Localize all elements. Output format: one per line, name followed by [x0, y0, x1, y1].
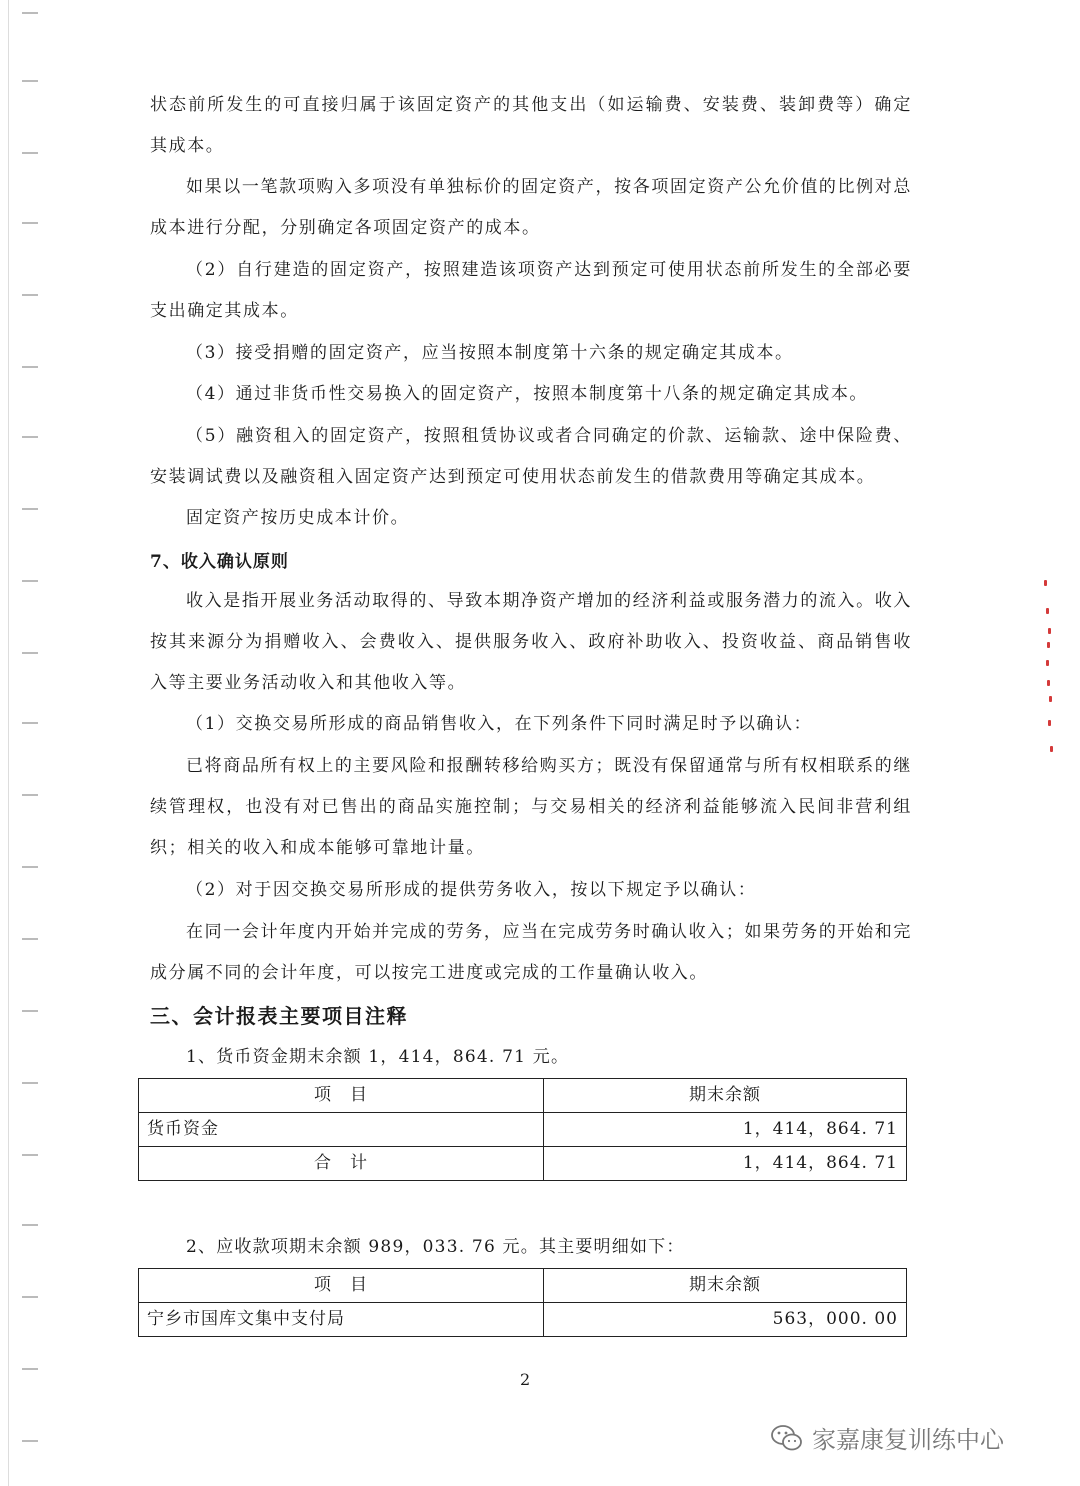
paragraph-donated-assets: （3）接受捐赠的固定资产，应当按照本制度第十六条的规定确定其成本。 — [186, 343, 794, 363]
cash-table — [138, 1078, 907, 1181]
margin-tick — [22, 1440, 38, 1442]
total-value: 1，414，864. 71 — [544, 1147, 907, 1181]
margin-tick — [22, 152, 38, 154]
heading-revenue-recognition: 7、收入确认原则 — [150, 552, 289, 572]
table-header-row — [139, 1269, 907, 1303]
margin-tick — [22, 436, 38, 438]
margin-tick — [22, 722, 38, 724]
watermark-text: 家嘉康复训练中心 — [812, 1426, 1004, 1454]
margin-tick — [22, 80, 38, 82]
margin-tick — [22, 508, 38, 510]
wechat-icon — [770, 1423, 804, 1453]
row-label: 宁乡市国库文集中支付局 — [139, 1303, 544, 1337]
paragraph-goods-conditions: 已将商品所有权上的主要风险和报酬转移给购买方；既没有保留通常与所有权相联系的继续管理权，也没有对已售出的商品实施控制；与交易相关的经济利益能够流入民间非营利组织；相关的收入和成本能够可靠地计量。 — [150, 756, 912, 858]
stamp-mark — [1047, 642, 1050, 648]
scan-edge-line — [8, 0, 9, 1486]
total-label: 合 计 — [139, 1147, 544, 1181]
table-total-row — [139, 1147, 907, 1181]
stamp-mark — [1048, 628, 1051, 634]
binding-margin-ticks — [22, 0, 42, 1486]
paragraph-service-conditions: 在同一会计年度内开始并完成的劳务，应当在完成劳务时确认收入；如果劳务的开始和完成分属不同的会计年度，可以按完工进度或完成的工作量确认收入。 — [150, 922, 912, 983]
stamp-mark — [1047, 680, 1050, 686]
table-header-row — [139, 1079, 907, 1113]
margin-tick — [22, 652, 38, 654]
header-item: 项 目 — [139, 1269, 544, 1303]
row-value: 563，000. 00 — [544, 1303, 907, 1337]
receivables-note: 2、应收款项期末余额 989，033. 76 元。其主要明细如下： — [186, 1237, 685, 1257]
paragraph-finance-lease: （5）融资租入的固定资产，按照租赁协议或者合同确定的价款、运输款、途中保险费、安装调试费以及融资租入固定资产达到预定可使用状态前发生的借款费用等确定其成本。 — [150, 426, 912, 487]
margin-tick — [22, 1082, 38, 1084]
header-ending-balance: 期末余额 — [544, 1269, 907, 1303]
margin-tick — [22, 222, 38, 224]
margin-tick — [22, 866, 38, 868]
stamp-mark — [1048, 720, 1051, 726]
header-item: 项 目 — [139, 1079, 544, 1113]
margin-tick — [22, 938, 38, 940]
paragraph-revenue-definition: 收入是指开展业务活动取得的、导致本期净资产增加的经济利益或服务潜力的流入。收入按其来源分为捐赠收入、会费收入、提供服务收入、政府补助收入、投资收益、商品销售收入等主要业务活动收入和其他收入等。 — [150, 591, 912, 693]
paragraph-goods-sales: （1）交换交易所形成的商品销售收入，在下列条件下同时满足时予以确认： — [186, 714, 813, 734]
row-label: 货币资金 — [139, 1113, 544, 1147]
paragraph-historical-cost: 固定资产按历史成本计价。 — [186, 508, 410, 528]
paragraph-non-monetary-exchange: （4）通过非货币性交易换入的固定资产，按照本制度第十八条的规定确定其成本。 — [186, 384, 869, 404]
heading-section-three: 三、会计报表主要项目注释 — [150, 1004, 408, 1028]
stamp-mark — [1049, 696, 1052, 702]
margin-tick — [22, 294, 38, 296]
margin-tick — [22, 794, 38, 796]
paragraph-self-built-assets: （2）自行建造的固定资产，按照建造该项资产达到预定可使用状态前所发生的全部必要支出确定其成本。 — [150, 260, 912, 321]
receivables-table — [138, 1268, 907, 1337]
cash-balance-note: 1、货币资金期末余额 1，414，864. 71 元。 — [186, 1047, 570, 1067]
margin-tick — [22, 1368, 38, 1370]
paragraph-fixed-asset-cost: 状态前所发生的可直接归属于该固定资产的其他支出（如运输费、安装费、装卸费等）确定其成本。 — [150, 95, 912, 156]
stamp-mark — [1046, 608, 1049, 614]
paragraph-lump-sum-purchase: 如果以一笔款项购入多项没有单独标价的固定资产，按各项固定资产公允价值的比例对总成本进行分配，分别确定各项固定资产的成本。 — [150, 177, 912, 238]
margin-tick — [22, 366, 38, 368]
page-number: 2 — [520, 1370, 531, 1389]
table-row — [139, 1113, 907, 1147]
stamp-mark — [1050, 746, 1053, 752]
stamp-mark — [1046, 660, 1049, 666]
wechat-watermark — [770, 1420, 1004, 1455]
stamp-mark — [1044, 580, 1047, 586]
margin-tick — [22, 1010, 38, 1012]
red-stamp-edge — [1040, 580, 1060, 760]
margin-tick — [22, 1224, 38, 1226]
row-value: 1，414，864. 71 — [544, 1113, 907, 1147]
paragraph-service-revenue: （2）对于因交换交易所形成的提供劳务收入，按以下规定予以确认： — [186, 880, 757, 900]
margin-tick — [22, 1296, 38, 1298]
margin-tick — [22, 580, 38, 582]
header-ending-balance: 期末余额 — [544, 1079, 907, 1113]
margin-tick — [22, 1154, 38, 1156]
table-row — [139, 1303, 907, 1337]
margin-tick — [22, 12, 38, 14]
